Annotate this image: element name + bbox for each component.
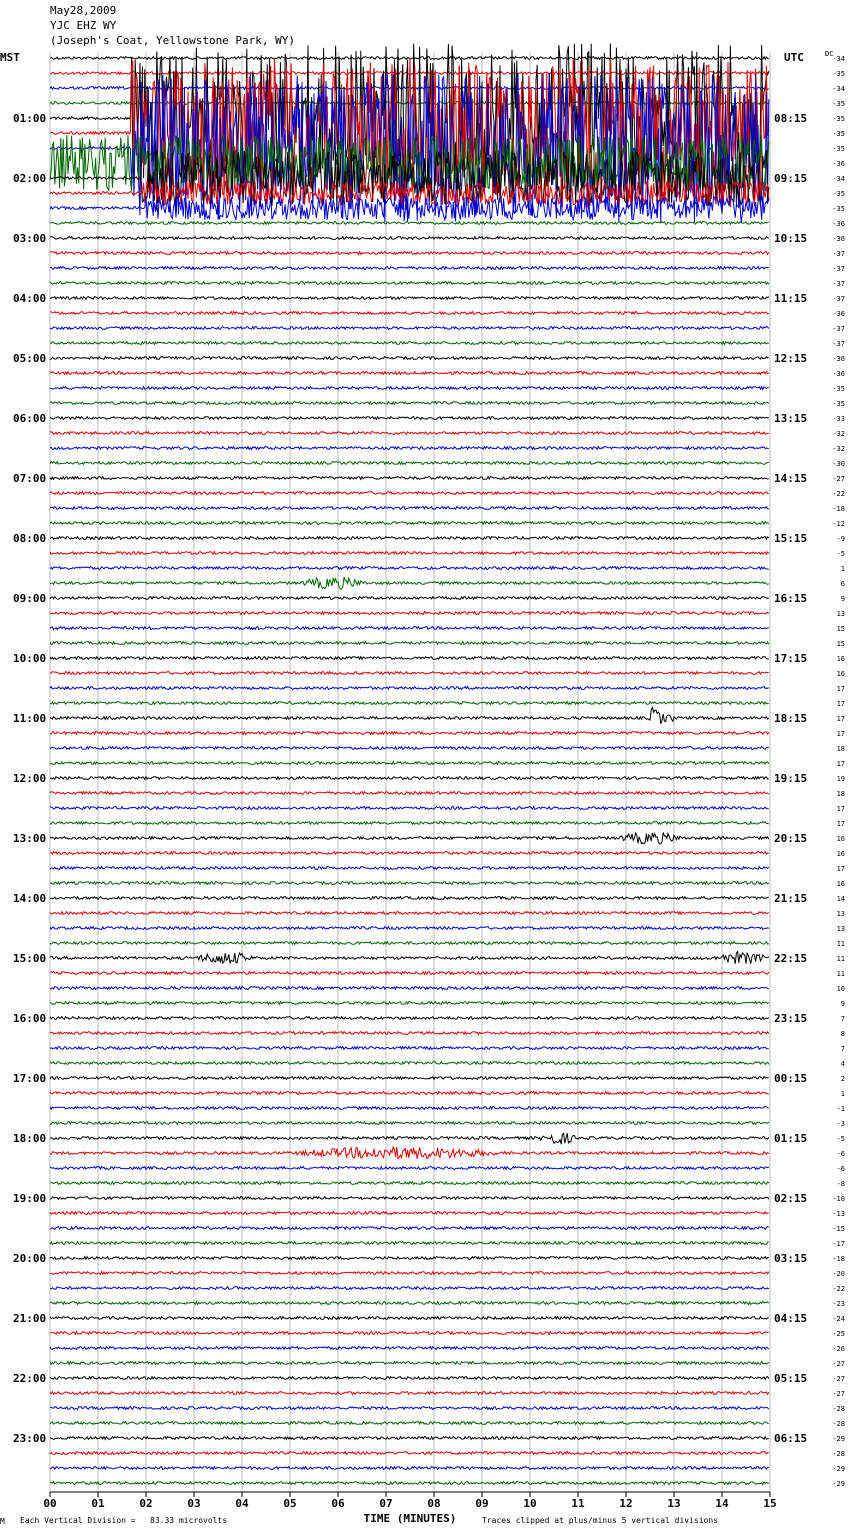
seismic-trace xyxy=(50,567,769,570)
seismic-trace xyxy=(50,832,769,844)
seismic-trace xyxy=(50,612,769,615)
seismic-trace xyxy=(50,1302,769,1305)
x-tick-label: 04 xyxy=(235,1497,249,1510)
dc-offset-label: -37 xyxy=(832,325,845,333)
seismic-trace xyxy=(50,1467,769,1470)
utc-hour-label: 03:15 xyxy=(774,1252,808,1265)
utc-hour-label: 01:15 xyxy=(774,1132,808,1145)
seismic-trace xyxy=(50,312,769,315)
dc-offset-label: 13 xyxy=(836,910,845,918)
mst-hour-label: 10:00 xyxy=(13,652,47,665)
seismic-trace xyxy=(50,1107,769,1110)
dc-offset-label: 17 xyxy=(836,805,845,813)
location-label: (Joseph's Coat, Yellowstone Park, WY) xyxy=(50,34,296,47)
x-tick-label: 09 xyxy=(475,1497,489,1510)
dc-offset-label: -35 xyxy=(832,400,845,408)
seismic-trace xyxy=(50,1362,769,1365)
mst-hour-label: 20:00 xyxy=(13,1252,47,1265)
seismic-trace xyxy=(50,627,769,630)
dc-offset-label: 13 xyxy=(836,610,845,618)
dc-offset-label: 18 xyxy=(836,745,845,753)
dc-offset-label: -27 xyxy=(832,475,845,483)
seismic-trace xyxy=(50,987,769,990)
seismic-trace xyxy=(50,807,769,810)
mst-hour-label: 23:00 xyxy=(13,1432,47,1445)
dc-offset-label: -12 xyxy=(832,520,845,528)
seismic-trace xyxy=(50,1272,769,1275)
dc-offset-label: -5 xyxy=(836,550,845,558)
mst-hour-label: 13:00 xyxy=(13,832,47,845)
seismic-trace xyxy=(50,1182,769,1185)
dc-offset-label: 17 xyxy=(836,700,845,708)
dc-offset-label: -27 xyxy=(832,1390,845,1398)
x-tick-label: 11 xyxy=(571,1497,585,1510)
seismic-trace xyxy=(50,1032,769,1035)
mst-hour-label: 02:00 xyxy=(13,172,47,185)
dc-offset-label: 1 xyxy=(840,565,845,573)
seismic-trace xyxy=(50,1257,769,1260)
dc-offset-label: 4 xyxy=(840,1060,845,1068)
utc-hour-label: 21:15 xyxy=(774,892,808,905)
dc-offset-label: -30 xyxy=(832,460,845,468)
seismic-trace xyxy=(50,1002,769,1005)
dc-offset-label: -26 xyxy=(832,1345,845,1353)
dc-offset-label: 17 xyxy=(836,820,845,828)
dc-offset-label: 15 xyxy=(836,640,845,648)
seismic-trace xyxy=(50,1332,769,1335)
seismic-trace xyxy=(50,897,769,900)
utc-hour-label: 09:15 xyxy=(774,172,808,185)
dc-offset-label: 17 xyxy=(836,760,845,768)
x-tick-label: 08 xyxy=(427,1497,441,1510)
dc-offset-label: -24 xyxy=(832,1315,845,1323)
dc-offset-label: 16 xyxy=(836,880,845,888)
dc-offset-label: 17 xyxy=(836,715,845,723)
dc-offset-label: -37 xyxy=(832,280,845,288)
dc-offset-label: 11 xyxy=(836,940,845,948)
seismic-trace xyxy=(50,1212,769,1215)
dc-offset-label: 16 xyxy=(836,655,845,663)
seismic-trace xyxy=(50,597,769,600)
seismic-trace xyxy=(50,237,769,240)
utc-hour-label: 18:15 xyxy=(774,712,808,725)
dc-offset-label: -1 xyxy=(836,1105,845,1113)
seismic-trace xyxy=(50,1437,769,1440)
seismic-trace xyxy=(50,1167,769,1170)
mst-hour-label: 21:00 xyxy=(13,1312,47,1325)
x-tick-label: 15 xyxy=(763,1497,777,1510)
seismic-trace xyxy=(50,1133,769,1144)
dc-offset-label: 17 xyxy=(836,730,845,738)
dc-offset-label: 11 xyxy=(836,955,845,963)
dc-offset-label: -18 xyxy=(832,505,845,513)
dc-offset-label: 7 xyxy=(840,1015,845,1023)
dc-offset-label: 9 xyxy=(840,1000,845,1008)
dc-offset-label: 16 xyxy=(836,670,845,678)
seismic-trace xyxy=(50,1287,769,1290)
dc-offset-label: 6 xyxy=(840,580,845,588)
dc-offset-label: -18 xyxy=(832,1255,845,1263)
utc-hour-label: 13:15 xyxy=(774,412,808,425)
utc-hour-label: 00:15 xyxy=(774,1072,808,1085)
dc-offset-label: 18 xyxy=(836,790,845,798)
dc-offset-label: -3 xyxy=(836,1120,845,1128)
dc-offset-label: -36 xyxy=(832,160,845,168)
left-timezone-label: MST xyxy=(0,51,20,64)
seismic-trace xyxy=(50,912,769,915)
mst-hour-label: 14:00 xyxy=(13,892,47,905)
seismic-trace xyxy=(50,252,769,255)
dc-offset-label: -33 xyxy=(832,415,845,423)
seismic-trace xyxy=(50,792,769,795)
seismic-trace xyxy=(50,1122,769,1125)
seismic-trace xyxy=(50,1147,769,1159)
utc-hour-label: 12:15 xyxy=(774,352,808,365)
x-tick-label: 00 xyxy=(43,1497,57,1510)
dc-offset-label: -35 xyxy=(832,70,845,78)
dc-offset-label: -6 xyxy=(836,1165,845,1173)
seismic-trace xyxy=(50,732,769,735)
dc-offset-label: -36 xyxy=(832,355,845,363)
mst-hour-label: 12:00 xyxy=(13,772,47,785)
seismic-trace xyxy=(50,447,769,450)
date-label: May28,2009 xyxy=(50,4,117,17)
dc-offset-label: -34 xyxy=(832,55,845,63)
seismic-trace xyxy=(50,642,769,645)
mst-hour-label: 09:00 xyxy=(13,592,47,605)
seismic-trace xyxy=(50,267,769,270)
seismic-trace xyxy=(50,762,769,765)
dc-offset-label: -5 xyxy=(836,1135,845,1143)
dc-offset-label: 9 xyxy=(840,595,845,603)
dc-offset-label: -8 xyxy=(836,1180,845,1188)
right-timezone-label: UTC xyxy=(784,51,804,64)
dc-header: DC xyxy=(825,50,834,58)
dc-offset-label: 10 xyxy=(836,985,845,993)
dc-offset-label: 15 xyxy=(836,625,845,633)
seismic-trace xyxy=(50,492,769,495)
mst-hour-label: 03:00 xyxy=(13,232,47,245)
seismic-trace xyxy=(50,357,769,360)
seismic-trace xyxy=(50,882,769,885)
utc-hour-label: 14:15 xyxy=(774,472,808,485)
dc-offset-label: -25 xyxy=(832,1330,845,1338)
seismic-trace xyxy=(50,747,769,750)
dc-offset-label: -17 xyxy=(832,1240,845,1248)
station-label: YJC EHZ WY xyxy=(50,19,117,32)
mst-hour-label: 16:00 xyxy=(13,1012,47,1025)
dc-offset-label: -35 xyxy=(832,190,845,198)
dc-offset-label: 11 xyxy=(836,970,845,978)
dc-offset-label: -20 xyxy=(832,1270,845,1278)
dc-offset-label: 7 xyxy=(840,1045,845,1053)
seismic-trace xyxy=(50,657,769,660)
utc-hour-label: 17:15 xyxy=(774,652,808,665)
seismic-trace xyxy=(50,387,769,390)
x-axis-title: TIME (MINUTES) xyxy=(363,1512,457,1525)
seismic-trace xyxy=(50,1347,769,1350)
dc-offset-label: -32 xyxy=(832,430,845,438)
seismic-trace xyxy=(50,462,769,465)
dc-offset-label: 19 xyxy=(836,775,845,783)
x-tick-label: 06 xyxy=(331,1497,345,1510)
seismic-trace xyxy=(50,1197,769,1200)
dc-offset-label: 14 xyxy=(836,895,845,903)
dc-offset-label: 16 xyxy=(836,850,845,858)
dc-offset-label: -37 xyxy=(832,295,845,303)
seismic-trace xyxy=(50,1227,769,1230)
mst-hour-label: 22:00 xyxy=(13,1372,47,1385)
dc-offset-label: -27 xyxy=(832,1375,845,1383)
dc-offset-label: 17 xyxy=(836,865,845,873)
seismic-trace xyxy=(50,1377,769,1380)
mst-hour-label: 15:00 xyxy=(13,952,47,965)
dc-offset-label: -15 xyxy=(832,1225,845,1233)
utc-hour-label: 20:15 xyxy=(774,832,808,845)
mst-hour-label: 04:00 xyxy=(13,292,47,305)
dc-offset-label: -35 xyxy=(832,100,845,108)
clip-note: Traces clipped at plus/minus 5 vertical divisions xyxy=(482,1516,719,1525)
seismic-trace xyxy=(50,417,769,420)
dc-offset-label: -28 xyxy=(832,1420,845,1428)
dc-offset-label: -22 xyxy=(832,490,845,498)
dc-offset-label: 17 xyxy=(836,685,845,693)
seismic-trace xyxy=(50,507,769,510)
x-tick-label: 13 xyxy=(667,1497,681,1510)
utc-hour-label: 06:15 xyxy=(774,1432,808,1445)
mst-hour-label: 05:00 xyxy=(13,352,47,365)
x-tick-label: 03 xyxy=(187,1497,201,1510)
mst-hour-label: 18:00 xyxy=(13,1132,47,1145)
dc-offset-label: -9 xyxy=(836,535,845,543)
seismic-trace xyxy=(50,1317,769,1320)
dc-offset-label: -22 xyxy=(832,1285,845,1293)
seismic-trace xyxy=(50,477,769,480)
dc-offset-label: 1 xyxy=(840,1090,845,1098)
seismic-trace xyxy=(50,1392,769,1395)
seismic-trace xyxy=(50,372,769,375)
seismic-trace xyxy=(50,577,769,589)
utc-hour-label: 10:15 xyxy=(774,232,808,245)
x-tick-label: 10 xyxy=(523,1497,537,1510)
dc-offset-label: -29 xyxy=(832,1465,845,1473)
seismic-trace xyxy=(50,672,769,675)
dc-offset-label: -35 xyxy=(832,130,845,138)
seismic-trace xyxy=(50,1062,769,1065)
mst-hour-label: 01:00 xyxy=(13,112,47,125)
seismic-trace xyxy=(50,852,769,855)
corner-mark: M xyxy=(0,1517,5,1526)
utc-hour-label: 23:15 xyxy=(774,1012,808,1025)
mst-hour-label: 06:00 xyxy=(13,412,47,425)
dc-offset-label: -35 xyxy=(832,115,845,123)
dc-offset-label: -37 xyxy=(832,265,845,273)
dc-offset-label: -35 xyxy=(832,205,845,213)
dc-offset-label: -23 xyxy=(832,1300,845,1308)
utc-hour-label: 02:15 xyxy=(774,1192,808,1205)
dc-offset-label: -36 xyxy=(832,310,845,318)
dc-offset-label: -34 xyxy=(832,175,845,183)
dc-offset-label: -36 xyxy=(832,370,845,378)
seismic-trace xyxy=(50,927,769,930)
dc-offset-label: -13 xyxy=(832,1210,845,1218)
seismic-trace xyxy=(50,282,769,285)
x-tick-label: 02 xyxy=(139,1497,153,1510)
utc-hour-label: 05:15 xyxy=(774,1372,808,1385)
mst-hour-label: 17:00 xyxy=(13,1072,47,1085)
seismic-trace xyxy=(50,822,769,825)
x-tick-label: 12 xyxy=(619,1497,633,1510)
utc-hour-label: 04:15 xyxy=(774,1312,808,1325)
seismic-trace xyxy=(50,777,769,780)
seismic-trace xyxy=(50,687,769,690)
seismic-trace xyxy=(50,1242,769,1245)
dc-offset-label: -29 xyxy=(832,1435,845,1443)
dc-offset-label: -10 xyxy=(832,1195,845,1203)
x-tick-label: 14 xyxy=(715,1497,729,1510)
utc-hour-label: 11:15 xyxy=(774,292,808,305)
dc-offset-label: -35 xyxy=(832,145,845,153)
seismic-trace xyxy=(50,552,769,555)
utc-hour-label: 22:15 xyxy=(774,952,808,965)
x-tick-label: 07 xyxy=(379,1497,393,1510)
seismic-trace xyxy=(50,297,769,300)
seismic-trace xyxy=(50,1077,769,1080)
dc-offset-label: -6 xyxy=(836,1150,845,1158)
seismic-trace xyxy=(50,1482,769,1485)
seismic-trace xyxy=(50,1092,769,1095)
dc-offset-label: -28 xyxy=(832,1450,845,1458)
seismic-trace xyxy=(50,522,769,525)
seismic-trace xyxy=(50,1047,769,1050)
seismic-trace xyxy=(50,867,769,870)
seismic-trace xyxy=(50,972,769,975)
dc-offset-label: -37 xyxy=(832,250,845,258)
seismic-trace xyxy=(50,57,769,60)
seismic-trace xyxy=(50,327,769,330)
seismic-trace xyxy=(50,402,769,405)
dc-offset-label: 16 xyxy=(836,835,845,843)
dc-offset-label: 8 xyxy=(840,1030,845,1038)
mst-hour-label: 11:00 xyxy=(13,712,47,725)
mst-hour-label: 08:00 xyxy=(13,532,47,545)
seismic-trace xyxy=(50,707,769,723)
utc-hour-label: 08:15 xyxy=(774,112,808,125)
dc-offset-label: -36 xyxy=(832,235,845,243)
dc-offset-label: -28 xyxy=(832,1405,845,1413)
dc-offset-label: -36 xyxy=(832,220,845,228)
seismic-trace xyxy=(50,952,769,964)
utc-hour-label: 15:15 xyxy=(774,532,808,545)
seismic-trace xyxy=(50,432,769,435)
dc-offset-label: -37 xyxy=(832,340,845,348)
dc-offset-label: -27 xyxy=(832,1360,845,1368)
seismic-trace xyxy=(50,942,769,945)
dc-offset-label: -35 xyxy=(832,385,845,393)
utc-hour-label: 16:15 xyxy=(774,592,808,605)
dc-offset-label: -32 xyxy=(832,445,845,453)
mst-hour-label: 19:00 xyxy=(13,1192,47,1205)
seismic-trace xyxy=(50,342,769,345)
seismic-trace xyxy=(50,1422,769,1425)
seismic-trace xyxy=(50,1017,769,1020)
seismic-trace xyxy=(50,702,769,705)
mst-hour-label: 07:00 xyxy=(13,472,47,485)
dc-offset-label: -29 xyxy=(832,1480,845,1488)
dc-offset-label: -34 xyxy=(832,85,845,93)
x-tick-label: 01 xyxy=(91,1497,105,1510)
dc-offset-label: 13 xyxy=(836,925,845,933)
seismic-trace xyxy=(50,537,769,540)
x-tick-label: 05 xyxy=(283,1497,297,1510)
scale-note: Each Vertical Division = 83.33 microvolts xyxy=(20,1516,228,1525)
utc-hour-label: 19:15 xyxy=(774,772,808,785)
seismic-trace xyxy=(50,1452,769,1455)
dc-offset-label: 2 xyxy=(840,1075,845,1083)
seismic-trace xyxy=(50,1407,769,1410)
